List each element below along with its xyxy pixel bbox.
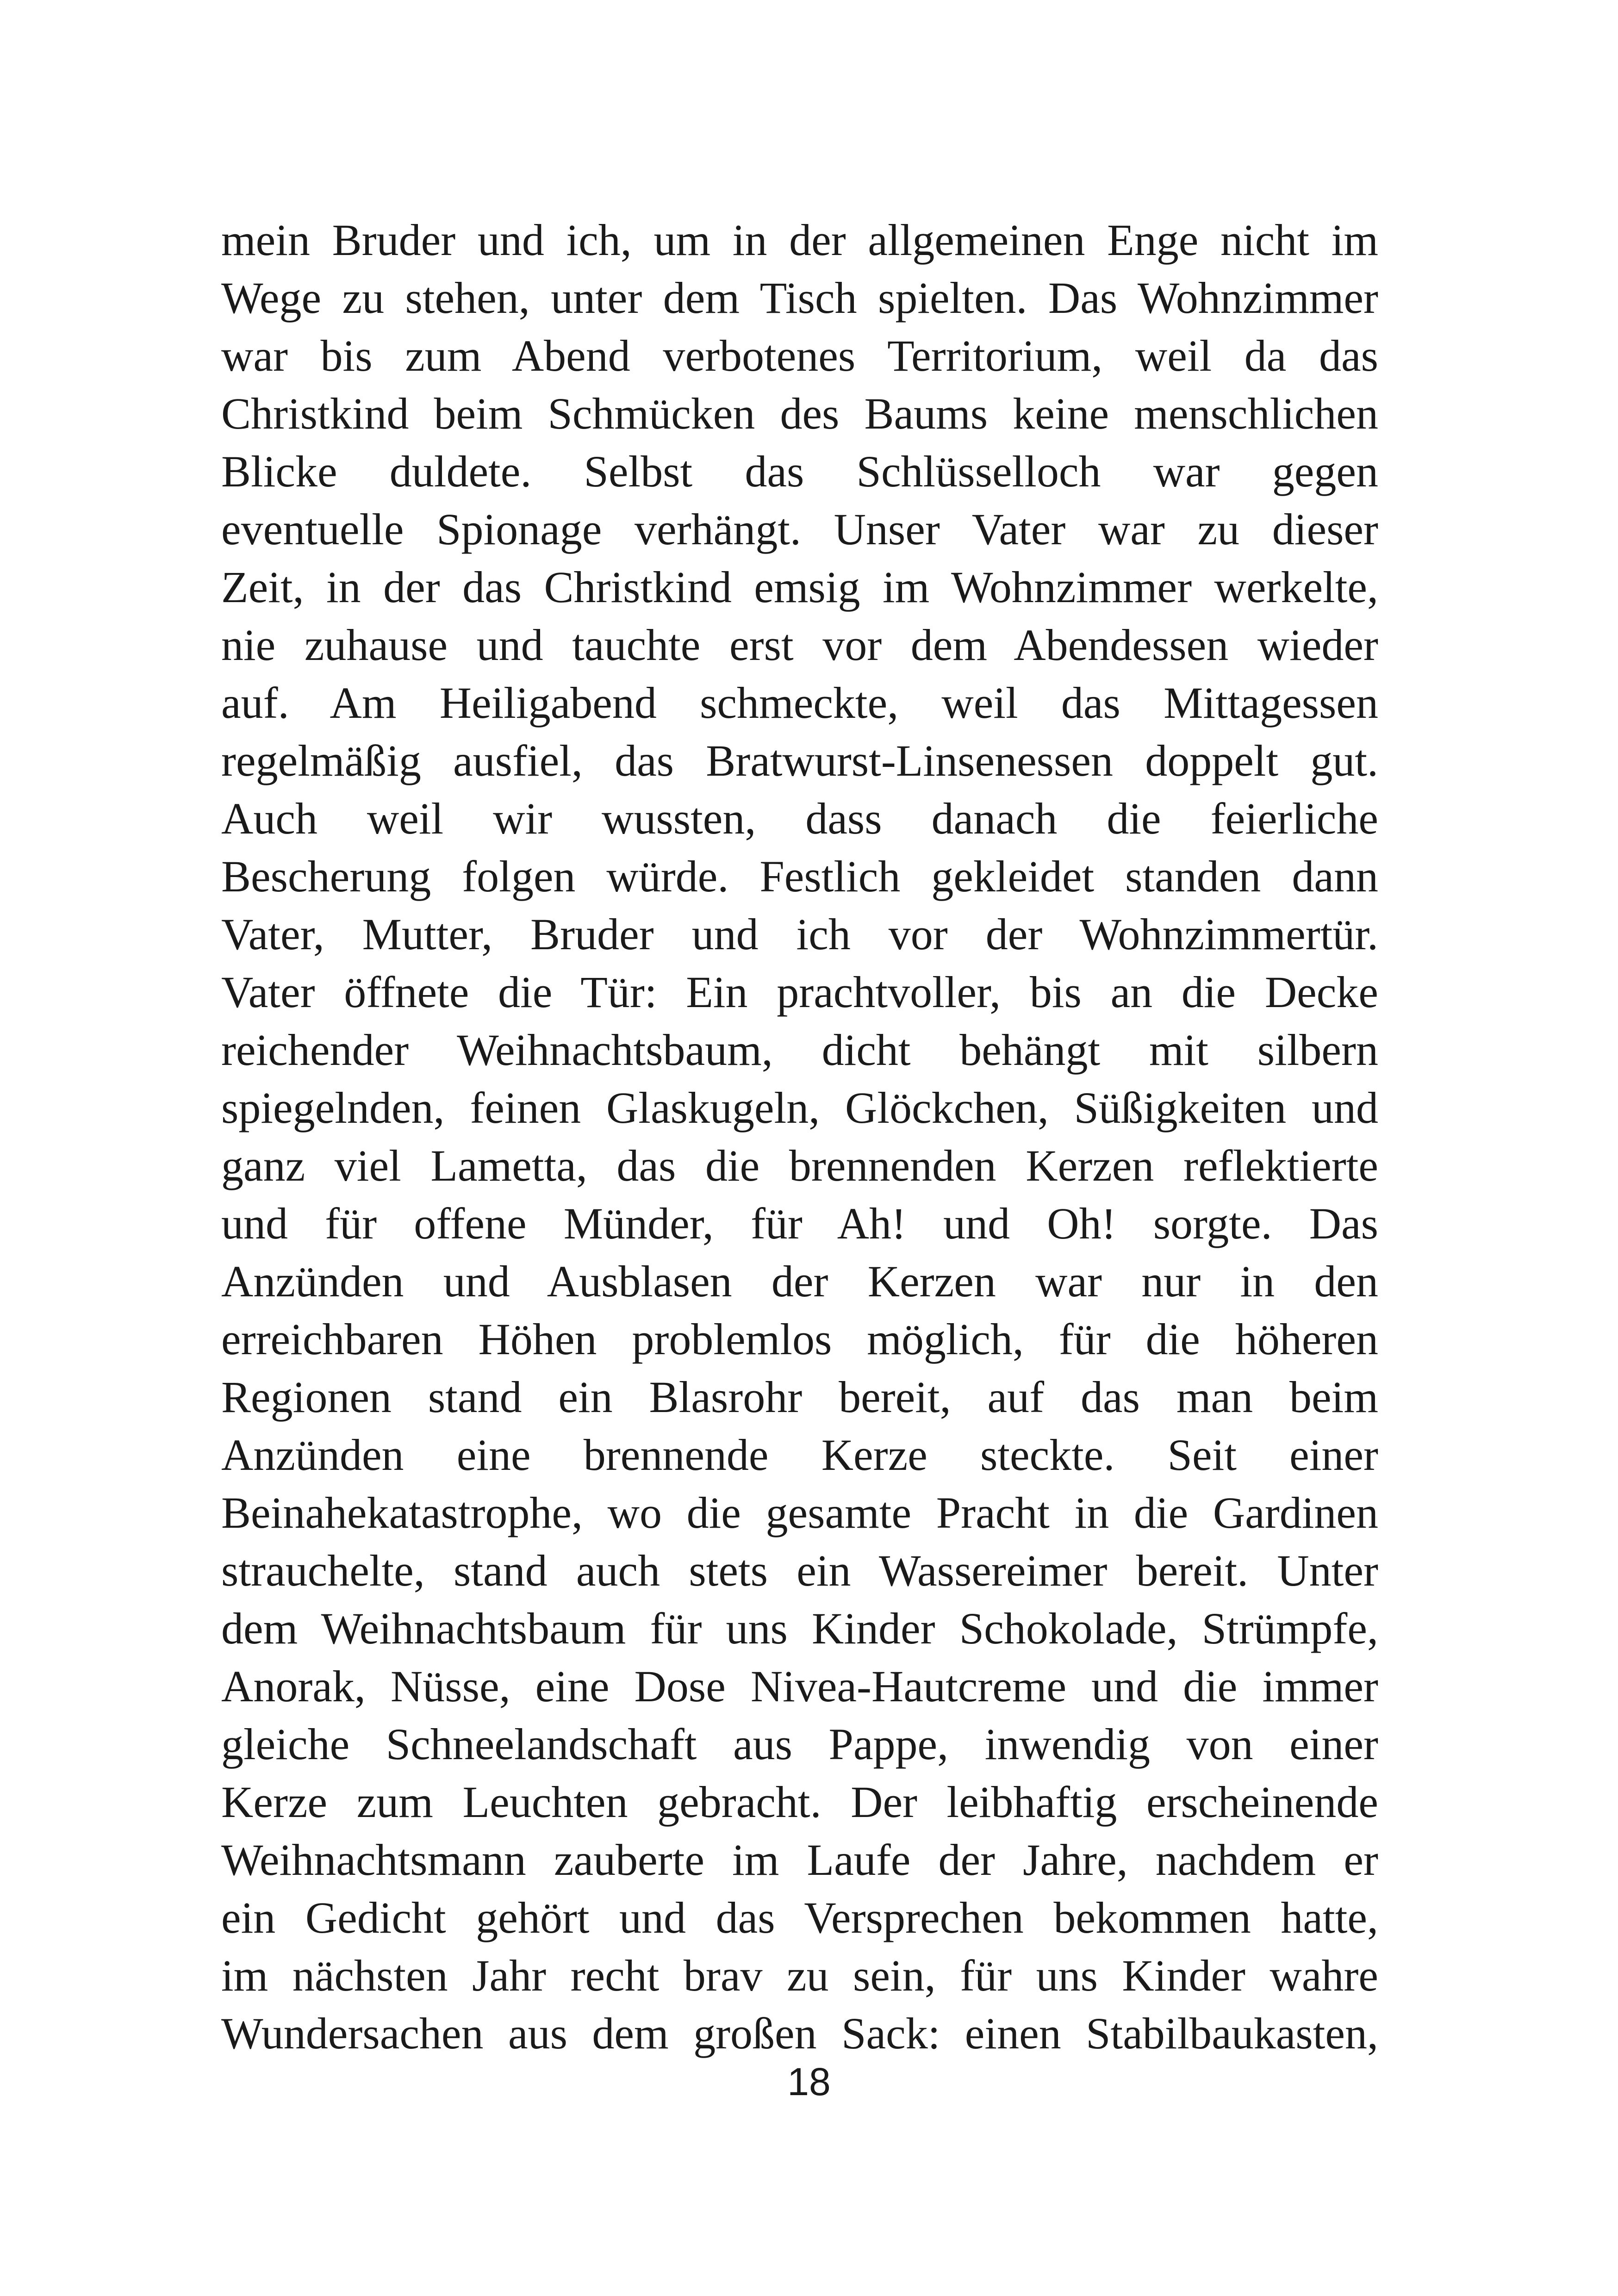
text-line: Anzünden und Ausblasen der Kerzen war nur in den	[221, 1257, 1378, 1306]
text-line: Christkind beim Schmücken des Baums keine menschlichen	[221, 389, 1378, 438]
text-line: im nächsten Jahr recht brav zu sein, für uns Kinder wahre	[221, 1951, 1378, 2000]
text-line: Regionen stand ein Blasrohr bereit, auf das man beim	[221, 1372, 1378, 1422]
text-line: Anorak, Nüsse, eine Dose Nivea-Hautcreme und die immer	[221, 1661, 1378, 1711]
text-line: war bis zum Abend verbotenes Territorium, weil da das	[221, 331, 1378, 380]
text-line: Vater, Mutter, Bruder und ich vor der Wohnzimmertür.	[221, 909, 1378, 959]
text-line: strauchelte, stand auch stets ein Wassereimer bereit. Unter	[221, 1546, 1378, 1595]
text-line: regelmäßig ausfiel, das Bratwurst-Linsenessen doppelt gut.	[221, 736, 1378, 785]
text-line: ganz viel Lametta, das die brennenden Kerzen reflektierte	[221, 1141, 1378, 1190]
text-line: eventuelle Spionage verhängt. Unser Vater war zu dieser	[221, 504, 1378, 554]
text-line: nie zuhause und tauchte erst vor dem Abendessen wieder	[221, 620, 1378, 670]
text-line: Zeit, in der das Christkind emsig im Wohnzimmer werkelte,	[221, 562, 1378, 612]
body-text	[221, 211, 1378, 2062]
text-line: gleiche Schneelandschaft aus Pappe, inwendig von einer	[221, 1719, 1378, 1769]
text-line: auf. Am Heiligabend schmeckte, weil das Mittagessen	[221, 678, 1378, 728]
text-line: Wundersachen aus dem großen Sack: einen Stabilbaukasten,	[221, 2009, 1378, 2058]
text-line: Weihnachtsmann zauberte im Laufe der Jahre, nachdem er	[221, 1835, 1378, 1885]
text-line: Auch weil wir wussten, dass danach die feierliche	[221, 794, 1378, 843]
text-line: erreichbaren Höhen problemlos möglich, für die höheren	[221, 1314, 1378, 1364]
text-line: ein Gedicht gehört und das Versprechen bekommen hatte,	[221, 1893, 1378, 1942]
text-line: dem Weihnachtsbaum für uns Kinder Schokolade, Strümpfe,	[221, 1604, 1378, 1653]
text-line: und für offene Münder, für Ah! und Oh! sorgte. Das	[221, 1199, 1378, 1248]
text-line: Kerze zum Leuchten gebracht. Der leibhaftig erscheinende	[221, 1777, 1378, 1827]
text-line: Blicke duldete. Selbst das Schlüsselloch war gegen	[221, 447, 1378, 496]
text-line: Wege zu stehen, unter dem Tisch spielten. Das Wohnzimmer	[221, 273, 1378, 323]
page-number: 18	[787, 2060, 831, 2103]
text-line: Anzünden eine brennende Kerze steckte. Seit einer	[221, 1430, 1378, 1480]
text-line: Bescherung folgen würde. Festlich gekleidet standen dann	[221, 852, 1378, 901]
text-line: spiegelnden, feinen Glaskugeln, Glöckchen, Süßigkeiten und	[221, 1083, 1378, 1132]
text-line: Vater öffnete die Tür: Ein prachtvoller, bis an die Decke	[221, 967, 1378, 1017]
text-line: Beinahekatastrophe, wo die gesamte Pracht in die Gardinen	[221, 1488, 1378, 1537]
text-line: reichender Weihnachtsbaum, dicht behängt mit silbern	[221, 1025, 1378, 1075]
text-line: mein Bruder und ich, um in der allgemeinen Enge nicht im	[221, 215, 1378, 265]
